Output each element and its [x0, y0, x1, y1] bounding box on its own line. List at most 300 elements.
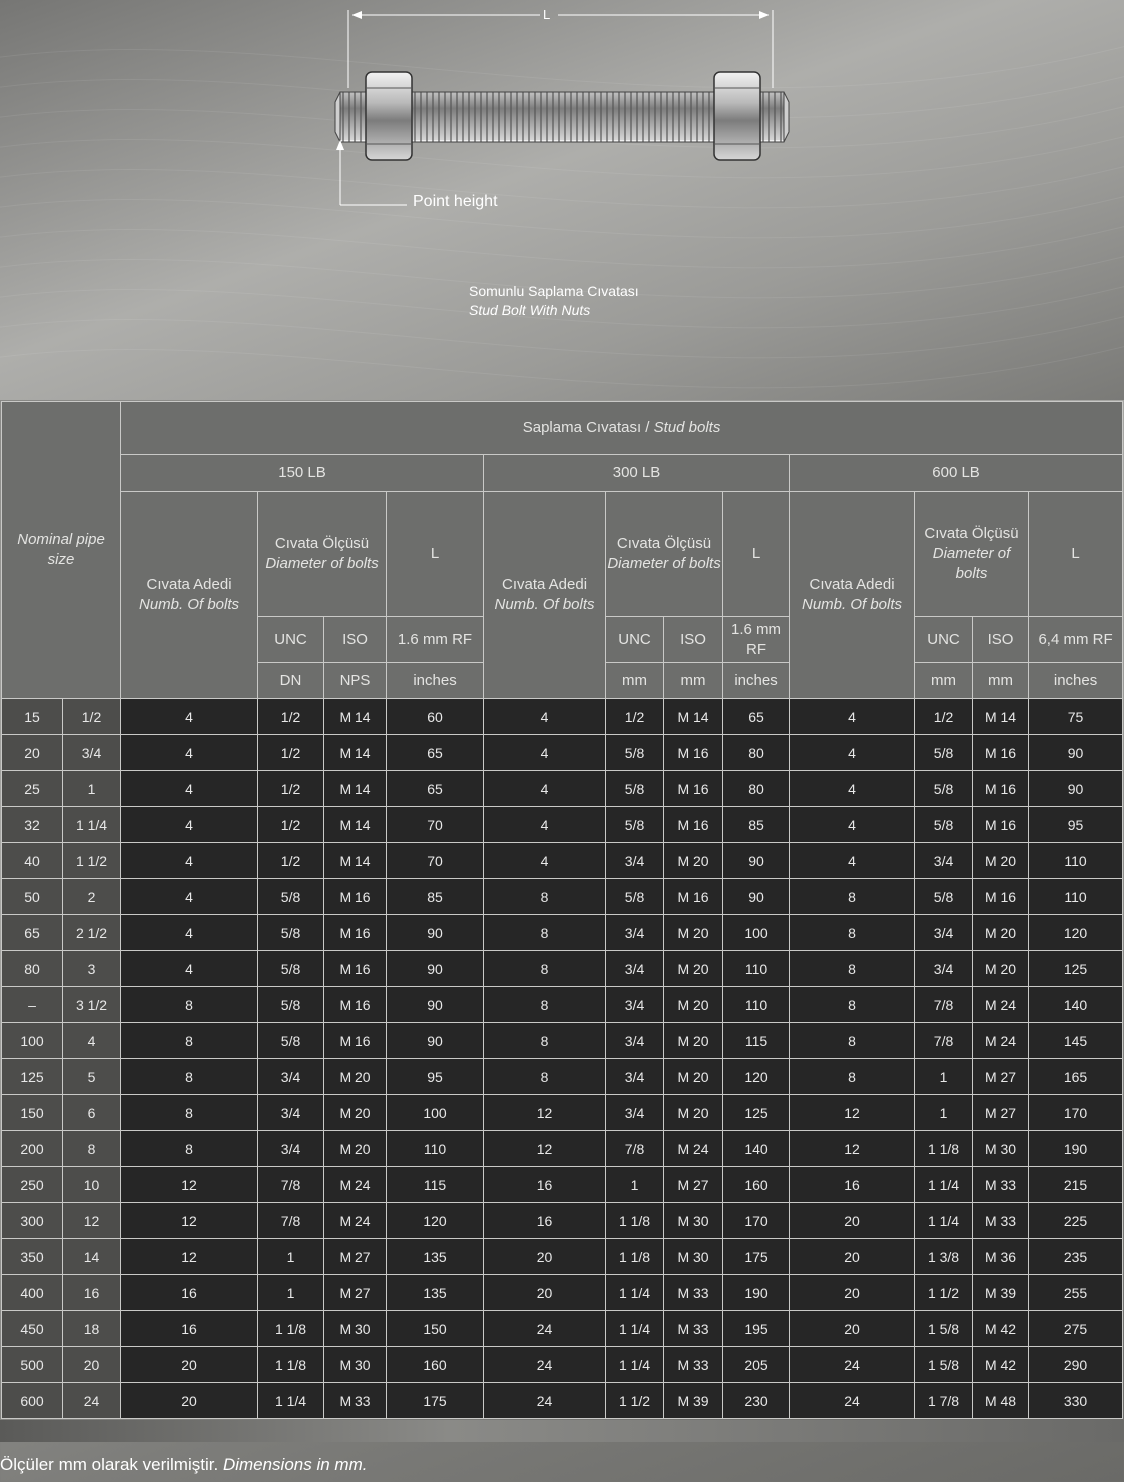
point-height-label: Point height [413, 193, 498, 210]
count-header-300: Cıvata Adedi Numb. Of bolts [484, 492, 606, 699]
nominal-pipe-size-header: Nominal pipe size [2, 402, 121, 699]
cell-l-150: 90 [387, 951, 484, 987]
unit-inches-600: inches [1029, 663, 1123, 699]
cell-count-600: 20 [790, 1311, 915, 1347]
footnote-en: Dimensions in mm. [222, 1455, 368, 1474]
cell-unc-600: 1 [915, 1059, 973, 1095]
cell-unc-150: 5/8 [258, 879, 324, 915]
cell-l-600: 110 [1029, 843, 1123, 879]
cell-unc-600: 3/4 [915, 951, 973, 987]
length-header-600: L [1029, 492, 1123, 617]
cell-iso-150: M 16 [324, 951, 387, 987]
cell-l-600: 110 [1029, 879, 1123, 915]
cell-count-150: 8 [121, 1131, 258, 1167]
cell-dn: 150 [2, 1095, 63, 1131]
cell-dn: 350 [2, 1239, 63, 1275]
table-row [2, 1167, 1123, 1203]
unc-header-150: UNC [258, 617, 324, 663]
cell-unc-600: 1 1/2 [915, 1275, 973, 1311]
cell-unc-600: 7/8 [915, 987, 973, 1023]
table-row [2, 1059, 1123, 1095]
cell-l-150: 90 [387, 915, 484, 951]
cell-unc-300: 1 1/2 [606, 1383, 664, 1419]
cell-count-600: 24 [790, 1383, 915, 1419]
cell-dn: 200 [2, 1131, 63, 1167]
cell-count-300: 4 [484, 843, 606, 879]
cell-l-300: 175 [723, 1239, 790, 1275]
cell-l-150: 135 [387, 1275, 484, 1311]
cell-iso-150: M 14 [324, 699, 387, 735]
cell-iso-600: M 16 [973, 771, 1029, 807]
cell-iso-300: M 14 [664, 699, 723, 735]
cell-dn: 250 [2, 1167, 63, 1203]
nps-header: NPS [324, 663, 387, 699]
cell-iso-300: M 20 [664, 951, 723, 987]
cell-unc-600: 1 5/8 [915, 1311, 973, 1347]
cell-count-600: 8 [790, 915, 915, 951]
cell-unc-600: 7/8 [915, 1023, 973, 1059]
cell-unc-300: 1/2 [606, 699, 664, 735]
cell-iso-600: M 14 [973, 699, 1029, 735]
cell-unc-600: 3/4 [915, 915, 973, 951]
footer-band [0, 1420, 1124, 1442]
class-600-header: 600 LB [790, 455, 1123, 492]
table-row [2, 1383, 1123, 1419]
cell-iso-300: M 33 [664, 1347, 723, 1383]
cell-unc-300: 1 1/4 [606, 1311, 664, 1347]
cell-nps: 5 [63, 1059, 121, 1095]
cell-l-300: 125 [723, 1095, 790, 1131]
cell-l-300: 110 [723, 951, 790, 987]
cell-unc-300: 1 1/4 [606, 1347, 664, 1383]
cell-iso-600: M 39 [973, 1275, 1029, 1311]
cell-l-600: 330 [1029, 1383, 1123, 1419]
cell-l-600: 290 [1029, 1347, 1123, 1383]
cell-iso-600: M 27 [973, 1095, 1029, 1131]
cell-count-150: 4 [121, 843, 258, 879]
cell-iso-300: M 20 [664, 843, 723, 879]
count-header-600: Cıvata Adedi Numb. Of bolts [790, 492, 915, 699]
cell-unc-150: 5/8 [258, 987, 324, 1023]
cell-l-600: 275 [1029, 1311, 1123, 1347]
cell-iso-150: M 20 [324, 1131, 387, 1167]
cell-nps: 4 [63, 1023, 121, 1059]
cell-l-600: 235 [1029, 1239, 1123, 1275]
cell-count-600: 8 [790, 951, 915, 987]
cell-count-150: 12 [121, 1203, 258, 1239]
cell-dn: 32 [2, 807, 63, 843]
cell-iso-150: M 16 [324, 987, 387, 1023]
cell-count-150: 4 [121, 735, 258, 771]
cell-iso-600: M 30 [973, 1131, 1029, 1167]
cell-l-150: 70 [387, 843, 484, 879]
cell-nps: 6 [63, 1095, 121, 1131]
cell-l-150: 100 [387, 1095, 484, 1131]
cell-l-150: 65 [387, 735, 484, 771]
table-row [2, 1203, 1123, 1239]
cell-unc-150: 3/4 [258, 1095, 324, 1131]
cell-unc-150: 1 [258, 1275, 324, 1311]
cell-l-600: 190 [1029, 1131, 1123, 1167]
cell-iso-150: M 24 [324, 1203, 387, 1239]
cell-iso-150: M 14 [324, 771, 387, 807]
cell-dn: 50 [2, 879, 63, 915]
cell-iso-150: M 30 [324, 1347, 387, 1383]
cell-nps: 1 1/4 [63, 807, 121, 843]
cell-iso-150: M 24 [324, 1167, 387, 1203]
cell-l-600: 95 [1029, 807, 1123, 843]
cell-l-150: 65 [387, 771, 484, 807]
cell-l-150: 115 [387, 1167, 484, 1203]
cell-unc-300: 3/4 [606, 1059, 664, 1095]
cell-unc-300: 1 [606, 1167, 664, 1203]
cell-unc-150: 1/2 [258, 735, 324, 771]
length-header-150: L [387, 492, 484, 617]
cell-count-300: 16 [484, 1167, 606, 1203]
cell-l-300: 190 [723, 1275, 790, 1311]
cell-unc-300: 1 1/8 [606, 1203, 664, 1239]
cell-l-150: 120 [387, 1203, 484, 1239]
cell-unc-150: 7/8 [258, 1167, 324, 1203]
cell-unc-300: 1 1/8 [606, 1239, 664, 1275]
cell-count-300: 8 [484, 1023, 606, 1059]
cell-dn: 500 [2, 1347, 63, 1383]
cell-l-600: 255 [1029, 1275, 1123, 1311]
cell-unc-600: 1 3/8 [915, 1239, 973, 1275]
cell-dn: 25 [2, 771, 63, 807]
cell-iso-600: M 42 [973, 1311, 1029, 1347]
table-row [2, 987, 1123, 1023]
cell-iso-600: M 36 [973, 1239, 1029, 1275]
table-body [2, 699, 1123, 1419]
cell-unc-600: 1 5/8 [915, 1347, 973, 1383]
table-row [2, 771, 1123, 807]
cell-unc-150: 1 1/4 [258, 1383, 324, 1419]
cell-nps: 10 [63, 1167, 121, 1203]
cell-dn: 125 [2, 1059, 63, 1095]
table-row [2, 1095, 1123, 1131]
cell-iso-300: M 16 [664, 735, 723, 771]
cell-dn: 400 [2, 1275, 63, 1311]
cell-count-300: 8 [484, 1059, 606, 1095]
cell-unc-600: 3/4 [915, 843, 973, 879]
cell-unc-300: 5/8 [606, 879, 664, 915]
cell-iso-600: M 24 [973, 1023, 1029, 1059]
cell-l-150: 60 [387, 699, 484, 735]
cell-nps: 3 [63, 951, 121, 987]
cell-unc-600: 1 1/8 [915, 1131, 973, 1167]
diagram-area [0, 0, 1124, 400]
rf-header-300: 1.6 mm RF [723, 617, 790, 663]
cell-l-600: 225 [1029, 1203, 1123, 1239]
cell-unc-300: 3/4 [606, 1095, 664, 1131]
unit-inches-300: inches [723, 663, 790, 699]
cell-count-300: 4 [484, 699, 606, 735]
cell-l-150: 95 [387, 1059, 484, 1095]
cell-unc-300: 3/4 [606, 1023, 664, 1059]
footnote-tr: Ölçüler mm olarak verilmiştir. [0, 1455, 219, 1474]
cell-l-600: 90 [1029, 771, 1123, 807]
cell-unc-300: 3/4 [606, 987, 664, 1023]
cell-unc-150: 1/2 [258, 771, 324, 807]
rf-header-150: 1.6 mm RF [387, 617, 484, 663]
cell-l-600: 90 [1029, 735, 1123, 771]
caption-en: Stud Bolt With Nuts [469, 302, 591, 318]
cell-iso-300: M 33 [664, 1311, 723, 1347]
cell-unc-150: 5/8 [258, 1023, 324, 1059]
unit-inches-150: inches [387, 663, 484, 699]
table-row [2, 951, 1123, 987]
cell-iso-600: M 33 [973, 1203, 1029, 1239]
cell-count-300: 16 [484, 1203, 606, 1239]
cell-unc-600: 1/2 [915, 699, 973, 735]
cell-unc-150: 7/8 [258, 1203, 324, 1239]
footnote [0, 1455, 367, 1475]
cell-l-300: 90 [723, 879, 790, 915]
cell-nps: 12 [63, 1203, 121, 1239]
cell-iso-600: M 48 [973, 1383, 1029, 1419]
caption-tr: Somunlu Saplama Cıvatası [469, 283, 639, 299]
cell-l-300: 120 [723, 1059, 790, 1095]
cell-iso-300: M 16 [664, 771, 723, 807]
cell-count-300: 4 [484, 807, 606, 843]
cell-count-150: 4 [121, 807, 258, 843]
cell-count-600: 4 [790, 735, 915, 771]
cell-nps: 3/4 [63, 735, 121, 771]
cell-count-150: 8 [121, 987, 258, 1023]
cell-unc-600: 1 7/8 [915, 1383, 973, 1419]
cell-count-300: 24 [484, 1311, 606, 1347]
unit-mm-iso-150: mm [606, 663, 664, 699]
cell-count-150: 4 [121, 951, 258, 987]
cell-count-150: 16 [121, 1275, 258, 1311]
cell-l-300: 140 [723, 1131, 790, 1167]
cell-unc-600: 5/8 [915, 879, 973, 915]
cell-l-600: 125 [1029, 951, 1123, 987]
cell-nps: 24 [63, 1383, 121, 1419]
cell-dn: 80 [2, 951, 63, 987]
cell-iso-300: M 16 [664, 879, 723, 915]
table-row [2, 1239, 1123, 1275]
cell-unc-300: 5/8 [606, 807, 664, 843]
cell-count-600: 24 [790, 1347, 915, 1383]
cell-iso-600: M 33 [973, 1167, 1029, 1203]
cell-iso-600: M 42 [973, 1347, 1029, 1383]
cell-iso-150: M 30 [324, 1311, 387, 1347]
table-row [2, 1347, 1123, 1383]
cell-iso-150: M 20 [324, 1059, 387, 1095]
cell-count-150: 4 [121, 771, 258, 807]
length-dimension-label: L [543, 7, 551, 22]
cell-count-150: 4 [121, 879, 258, 915]
cell-nps: 14 [63, 1239, 121, 1275]
cell-count-300: 24 [484, 1347, 606, 1383]
cell-iso-300: M 20 [664, 915, 723, 951]
table-row [2, 879, 1123, 915]
cell-nps: 16 [63, 1275, 121, 1311]
iso-header-300: ISO [664, 617, 723, 663]
cell-unc-300: 5/8 [606, 735, 664, 771]
cell-count-300: 8 [484, 987, 606, 1023]
count-header-150: Cıvata Adedi Numb. Of bolts [121, 492, 258, 699]
unc-header-300: UNC [606, 617, 664, 663]
cell-l-300: 90 [723, 843, 790, 879]
cell-count-300: 8 [484, 951, 606, 987]
cell-count-150: 8 [121, 1095, 258, 1131]
cell-count-150: 20 [121, 1347, 258, 1383]
cell-l-300: 170 [723, 1203, 790, 1239]
cell-count-300: 4 [484, 771, 606, 807]
cell-l-150: 70 [387, 807, 484, 843]
cell-iso-300: M 39 [664, 1383, 723, 1419]
cell-iso-150: M 14 [324, 843, 387, 879]
cell-unc-150: 1/2 [258, 699, 324, 735]
cell-unc-300: 3/4 [606, 951, 664, 987]
cell-nps: 1/2 [63, 699, 121, 735]
cell-iso-300: M 20 [664, 1095, 723, 1131]
cell-iso-300: M 30 [664, 1239, 723, 1275]
cell-unc-600: 1 1/4 [915, 1203, 973, 1239]
cell-unc-300: 3/4 [606, 843, 664, 879]
cell-dn: 15 [2, 699, 63, 735]
cell-iso-300: M 20 [664, 1059, 723, 1095]
cell-l-300: 110 [723, 987, 790, 1023]
cell-iso-600: M 27 [973, 1059, 1029, 1095]
cell-unc-150: 5/8 [258, 915, 324, 951]
diagram-caption [469, 282, 639, 320]
cell-l-300: 100 [723, 915, 790, 951]
cell-count-600: 4 [790, 699, 915, 735]
cell-unc-600: 5/8 [915, 735, 973, 771]
cell-count-300: 12 [484, 1131, 606, 1167]
cell-iso-600: M 20 [973, 951, 1029, 987]
table-row [2, 807, 1123, 843]
cell-unc-150: 3/4 [258, 1131, 324, 1167]
cell-count-600: 8 [790, 879, 915, 915]
cell-unc-150: 1/2 [258, 843, 324, 879]
cell-count-150: 16 [121, 1311, 258, 1347]
table-row [2, 843, 1123, 879]
cell-l-300: 195 [723, 1311, 790, 1347]
cell-l-600: 140 [1029, 987, 1123, 1023]
stud-bolt-drawing [0, 0, 1124, 260]
cell-unc-300: 3/4 [606, 915, 664, 951]
cell-l-600: 170 [1029, 1095, 1123, 1131]
cell-l-600: 120 [1029, 915, 1123, 951]
cell-l-600: 215 [1029, 1167, 1123, 1203]
unit-mm-l-150: mm [664, 663, 723, 699]
cell-unc-600: 5/8 [915, 771, 973, 807]
cell-l-300: 80 [723, 735, 790, 771]
cell-iso-150: M 14 [324, 807, 387, 843]
cell-unc-600: 5/8 [915, 807, 973, 843]
cell-count-150: 12 [121, 1239, 258, 1275]
cell-iso-600: M 16 [973, 735, 1029, 771]
cell-unc-150: 1/2 [258, 807, 324, 843]
cell-count-600: 8 [790, 1059, 915, 1095]
unit-mm-l-300: mm [973, 663, 1029, 699]
class-150-header: 150 LB [121, 455, 484, 492]
cell-dn: 40 [2, 843, 63, 879]
cell-nps: 20 [63, 1347, 121, 1383]
cell-dn: 300 [2, 1203, 63, 1239]
cell-iso-300: M 20 [664, 987, 723, 1023]
table-row [2, 1131, 1123, 1167]
stud-bolts-header: Saplama Cıvatası / Stud bolts [121, 402, 1123, 455]
cell-dn: 100 [2, 1023, 63, 1059]
cell-unc-600: 1 [915, 1095, 973, 1131]
cell-iso-600: M 20 [973, 915, 1029, 951]
cell-unc-600: 1 1/4 [915, 1167, 973, 1203]
table-row [2, 915, 1123, 951]
cell-l-600: 165 [1029, 1059, 1123, 1095]
table-row [2, 1311, 1123, 1347]
cell-count-600: 20 [790, 1275, 915, 1311]
cell-iso-300: M 16 [664, 807, 723, 843]
cell-l-150: 135 [387, 1239, 484, 1275]
cell-count-300: 12 [484, 1095, 606, 1131]
cell-iso-300: M 27 [664, 1167, 723, 1203]
cell-l-150: 110 [387, 1131, 484, 1167]
cell-count-300: 8 [484, 879, 606, 915]
cell-iso-600: M 24 [973, 987, 1029, 1023]
cell-l-300: 65 [723, 699, 790, 735]
cell-dn: 65 [2, 915, 63, 951]
stud-bolt-table [1, 401, 1123, 1419]
cell-iso-150: M 16 [324, 1023, 387, 1059]
cell-count-600: 20 [790, 1239, 915, 1275]
dn-header: DN [258, 663, 324, 699]
cell-count-600: 12 [790, 1095, 915, 1131]
cell-dn: 20 [2, 735, 63, 771]
cell-iso-300: M 33 [664, 1275, 723, 1311]
cell-nps: 18 [63, 1311, 121, 1347]
cell-unc-300: 1 1/4 [606, 1275, 664, 1311]
cell-iso-150: M 16 [324, 879, 387, 915]
cell-nps: 2 1/2 [63, 915, 121, 951]
cell-l-300: 230 [723, 1383, 790, 1419]
cell-iso-150: M 27 [324, 1275, 387, 1311]
cell-count-600: 4 [790, 807, 915, 843]
cell-count-600: 8 [790, 1023, 915, 1059]
cell-l-150: 175 [387, 1383, 484, 1419]
cell-dn: – [2, 987, 63, 1023]
cell-unc-300: 7/8 [606, 1131, 664, 1167]
cell-l-300: 115 [723, 1023, 790, 1059]
iso-header-150: ISO [324, 617, 387, 663]
cell-iso-150: M 20 [324, 1095, 387, 1131]
class-300-header: 300 LB [484, 455, 790, 492]
cell-count-300: 24 [484, 1383, 606, 1419]
diameter-header-150: Cıvata Ölçüsü Diameter of bolts [258, 492, 387, 617]
table-row [2, 1023, 1123, 1059]
cell-iso-300: M 30 [664, 1203, 723, 1239]
iso-header-600: ISO [973, 617, 1029, 663]
cell-iso-600: M 16 [973, 879, 1029, 915]
cell-iso-600: M 20 [973, 843, 1029, 879]
cell-count-150: 20 [121, 1383, 258, 1419]
cell-iso-150: M 16 [324, 915, 387, 951]
cell-unc-150: 3/4 [258, 1059, 324, 1095]
cell-nps: 2 [63, 879, 121, 915]
cell-nps: 1 [63, 771, 121, 807]
cell-l-150: 90 [387, 987, 484, 1023]
cell-l-150: 160 [387, 1347, 484, 1383]
cell-unc-150: 5/8 [258, 951, 324, 987]
cell-count-150: 4 [121, 699, 258, 735]
cell-l-600: 145 [1029, 1023, 1123, 1059]
cell-count-300: 20 [484, 1239, 606, 1275]
